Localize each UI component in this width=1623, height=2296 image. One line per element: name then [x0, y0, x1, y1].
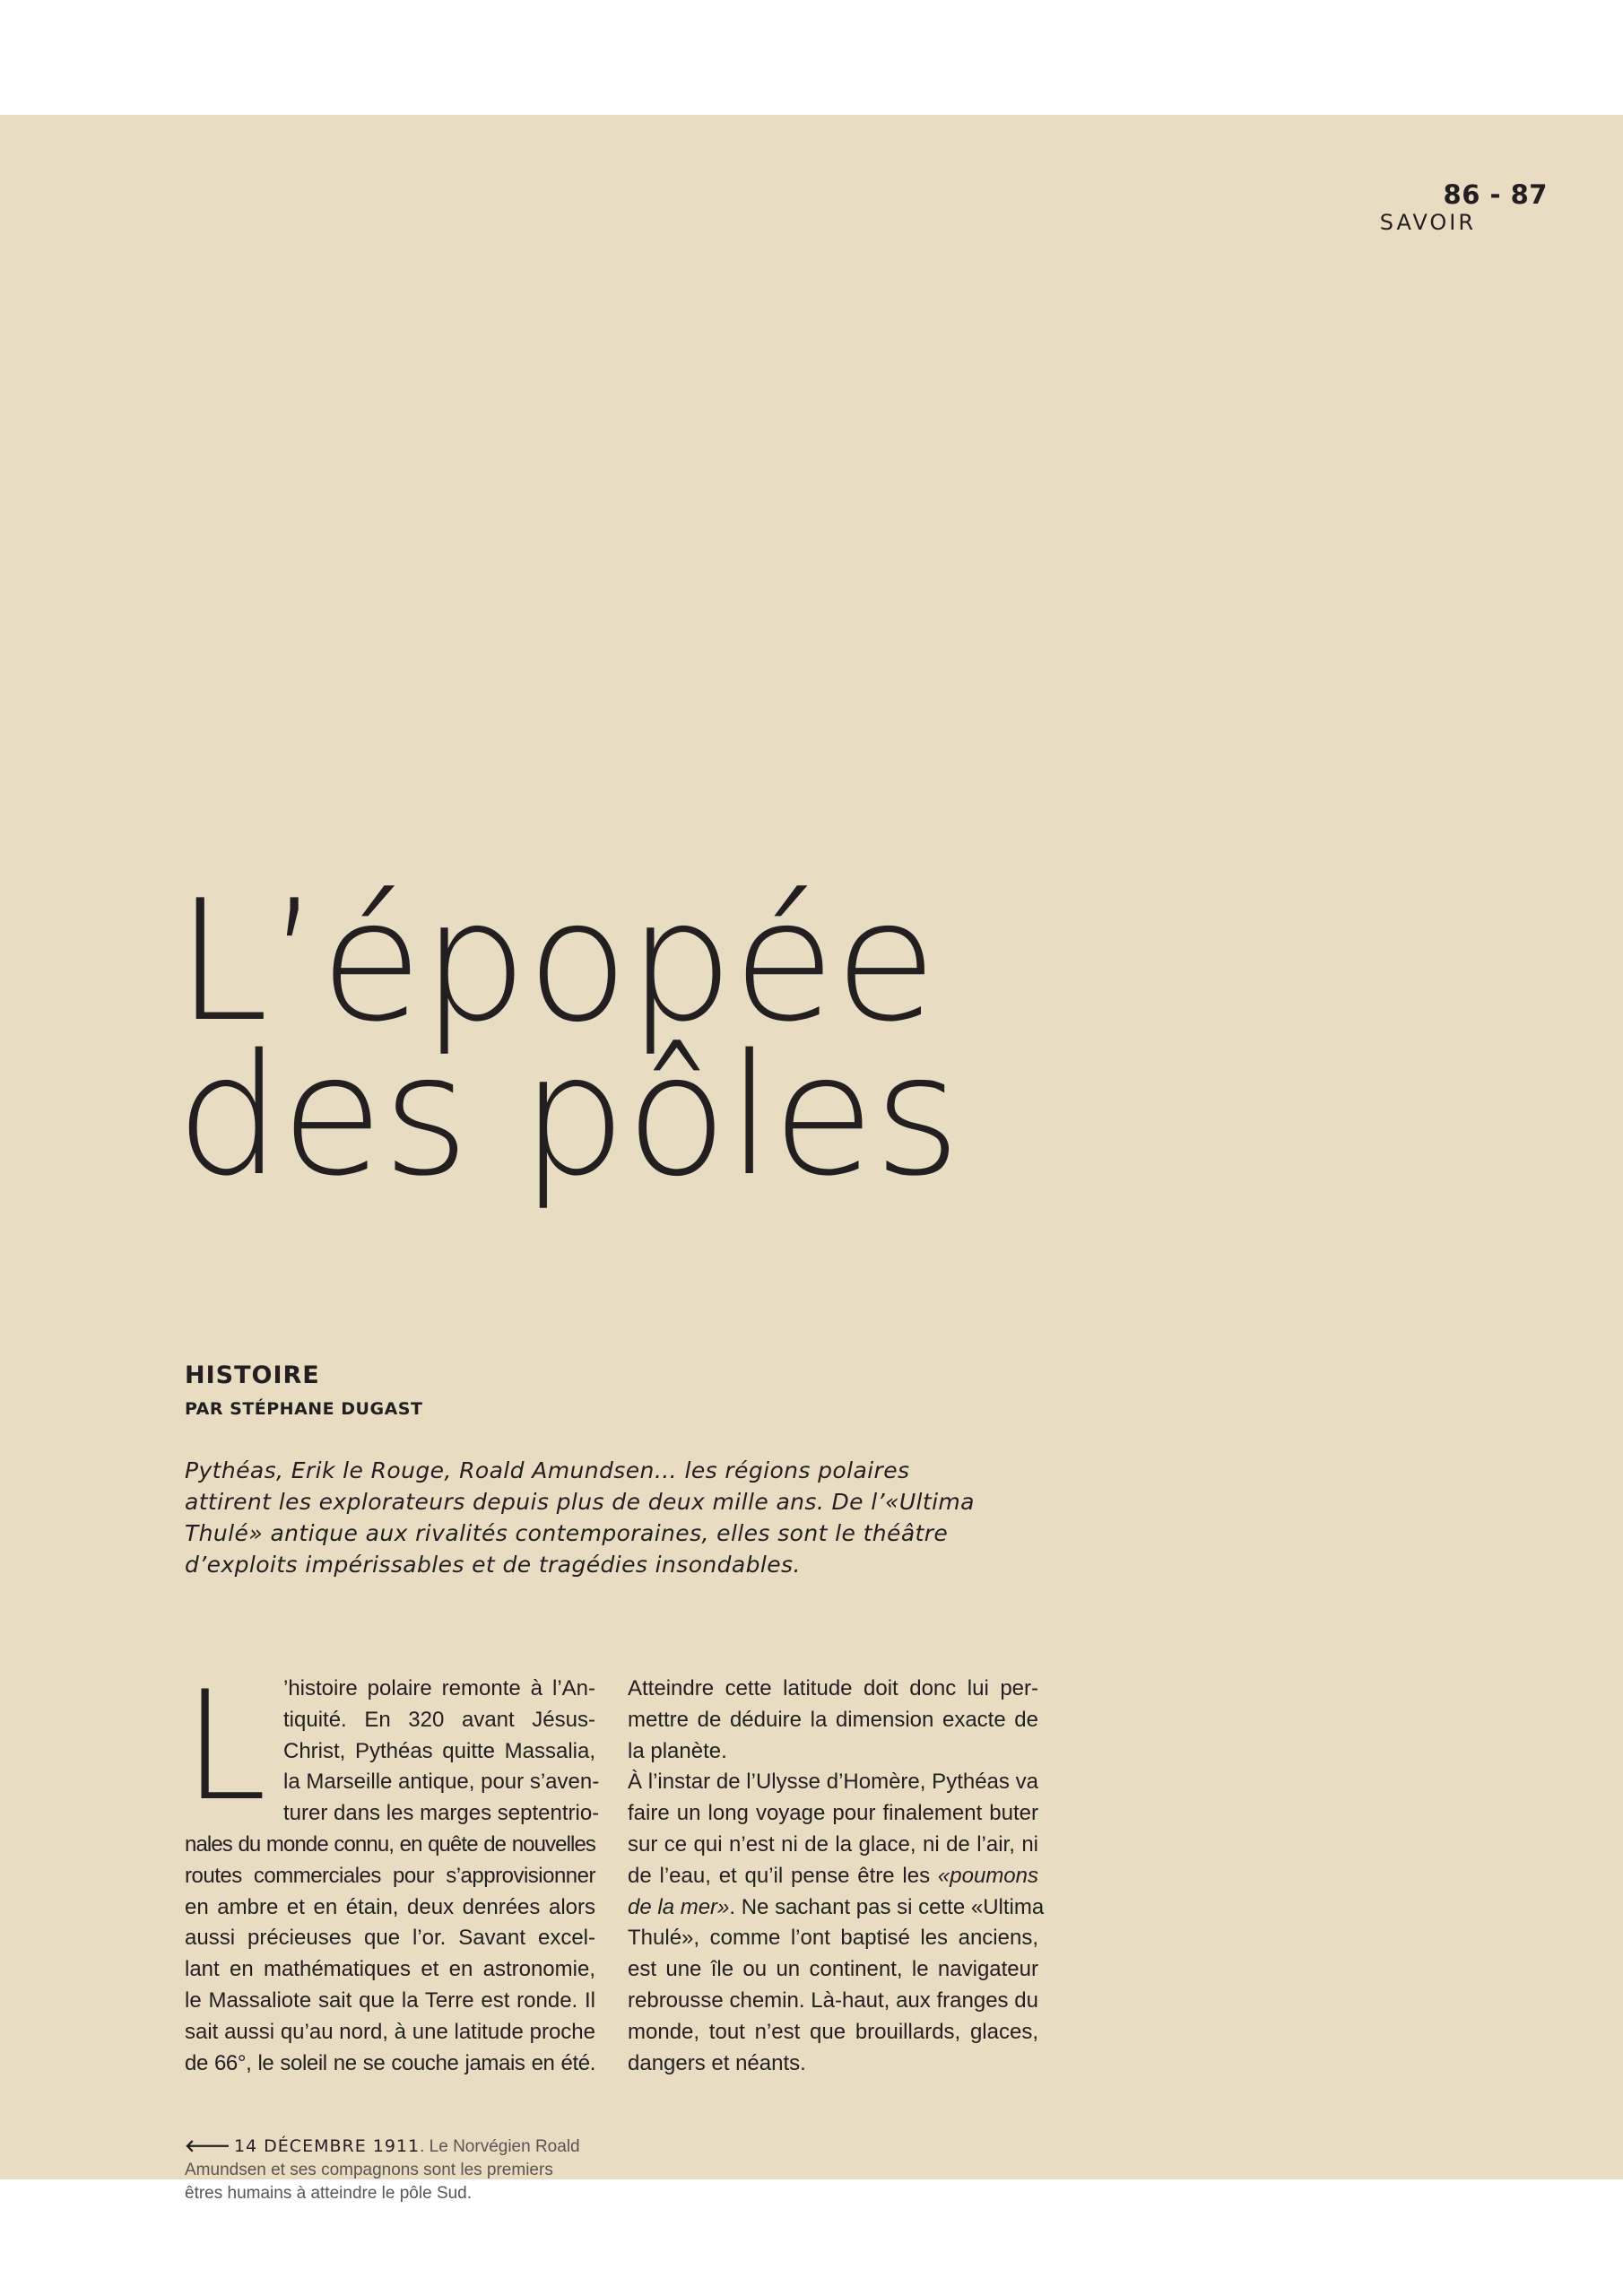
body-line: tiquité. En 320 avant Jésus- [283, 1707, 595, 1732]
page-numbers: 86 - 87 [1443, 179, 1548, 210]
body-line: lant en mathématiques et en astronomie, [185, 1957, 595, 1982]
quote-emphasis: de la mer» [628, 1894, 730, 1919]
title-line-2: des pôles [176, 1018, 960, 1213]
standfirst-line: attirent les explorateurs depuis plus de deux mille ans. De l’«Ultima [185, 1489, 975, 1515]
arrow-left-icon: 🡐 [185, 2136, 230, 2156]
body-line: la planète. [628, 1738, 727, 1763]
page-background [0, 115, 1623, 2203]
quote-emphasis: «poumons [937, 1863, 1038, 1888]
body-line: aussi précieuses que l’or. Savant excel- [185, 1926, 595, 1951]
article-title [176, 864, 960, 1213]
title-line-1: L’épopée [176, 864, 936, 1058]
body-line [628, 1892, 1045, 1924]
folio [1189, 179, 1548, 235]
standfirst-line: d’exploits impérissables et de tragédies insondables. [185, 1552, 801, 1578]
body-line: est une île ou un continent, le navigateur [628, 1957, 1038, 1982]
caption-line: êtres humains à atteindre le pôle Sud. [185, 2184, 473, 2203]
body-line: le Massaliote sait que la Terre est ronde. Il [185, 1987, 595, 2013]
standfirst [185, 1455, 1081, 1580]
body-line: Atteindre cette latitude doit donc lui per- [628, 1676, 1038, 1700]
body-line: Christ, Pythéas quitte Massalia, [283, 1738, 595, 1763]
body-line: mettre de déduire la dimension exacte de [628, 1707, 1038, 1732]
rubric: HISTOIRE [185, 1361, 320, 1389]
body-line: la Marseille antique, pour s’aven- [283, 1770, 600, 1795]
byline: PAR STÉPHANE DUGAST [185, 1399, 423, 1419]
body-line: monde, tout n’est que brouillards, glaces, [628, 2019, 1038, 2044]
body-line: routes commerciales pour s’approvisionner [185, 1863, 595, 1888]
caption-line: Amundsen et ses compagnons sont les premiers [185, 2161, 553, 2179]
body-column-right [628, 1674, 1045, 2079]
body-line: faire un long voyage pour finalement buter [628, 1801, 1038, 1826]
body-line: en ambre et en étain, deux denrées alors [185, 1894, 595, 1919]
body-line: nales du monde connu, en quête de nouvelles [185, 1831, 595, 1857]
body-line: ’histoire polaire remonte à l’An- [283, 1676, 595, 1700]
standfirst-line: Pythéas, Erik le Rouge, Roald Amundsen… les régions polaires [185, 1457, 910, 1483]
photo-caption [185, 2135, 597, 2205]
body-line: turer dans les marges septentrio- [283, 1801, 600, 1826]
standfirst-line: Thulé» antique aux rivalités contemporaines, elles sont le théâtre [185, 1520, 949, 1546]
body-line: Thulé», comme l’ont baptisé les anciens, [628, 1926, 1038, 1951]
body-line: sur ce qui n’est ni de la glace, ni de l’air, ni [628, 1831, 1038, 1857]
body-text-fragment: . Ne sachant pas si cette «Ultima [729, 1894, 1045, 1919]
body-line: sait aussi qu’au nord, à une latitude proche [185, 2019, 595, 2044]
drop-cap: L [183, 1658, 267, 1834]
body-line [628, 1861, 1038, 1892]
caption-date: 14 DÉCEMBRE 1911 [233, 2136, 421, 2156]
section-label: SAVOIR [1379, 210, 1476, 235]
body-line: rebrousse chemin. Là-haut, aux franges du [628, 1987, 1038, 2013]
body-column-left [183, 1658, 600, 2079]
caption-text: . Le Norvégien Roald [420, 2137, 580, 2156]
body-line: de 66°, le soleil ne se couche jamais en été. [185, 2050, 595, 2075]
body-text-fragment: de l’eau, et qu’il pense être les [628, 1863, 938, 1888]
caption-line [185, 2135, 597, 2159]
body-line: dangers et néants. [628, 2050, 806, 2075]
body-line: À l’instar de l’Ulysse d’Homère, Pythéas va [628, 1770, 1038, 1795]
